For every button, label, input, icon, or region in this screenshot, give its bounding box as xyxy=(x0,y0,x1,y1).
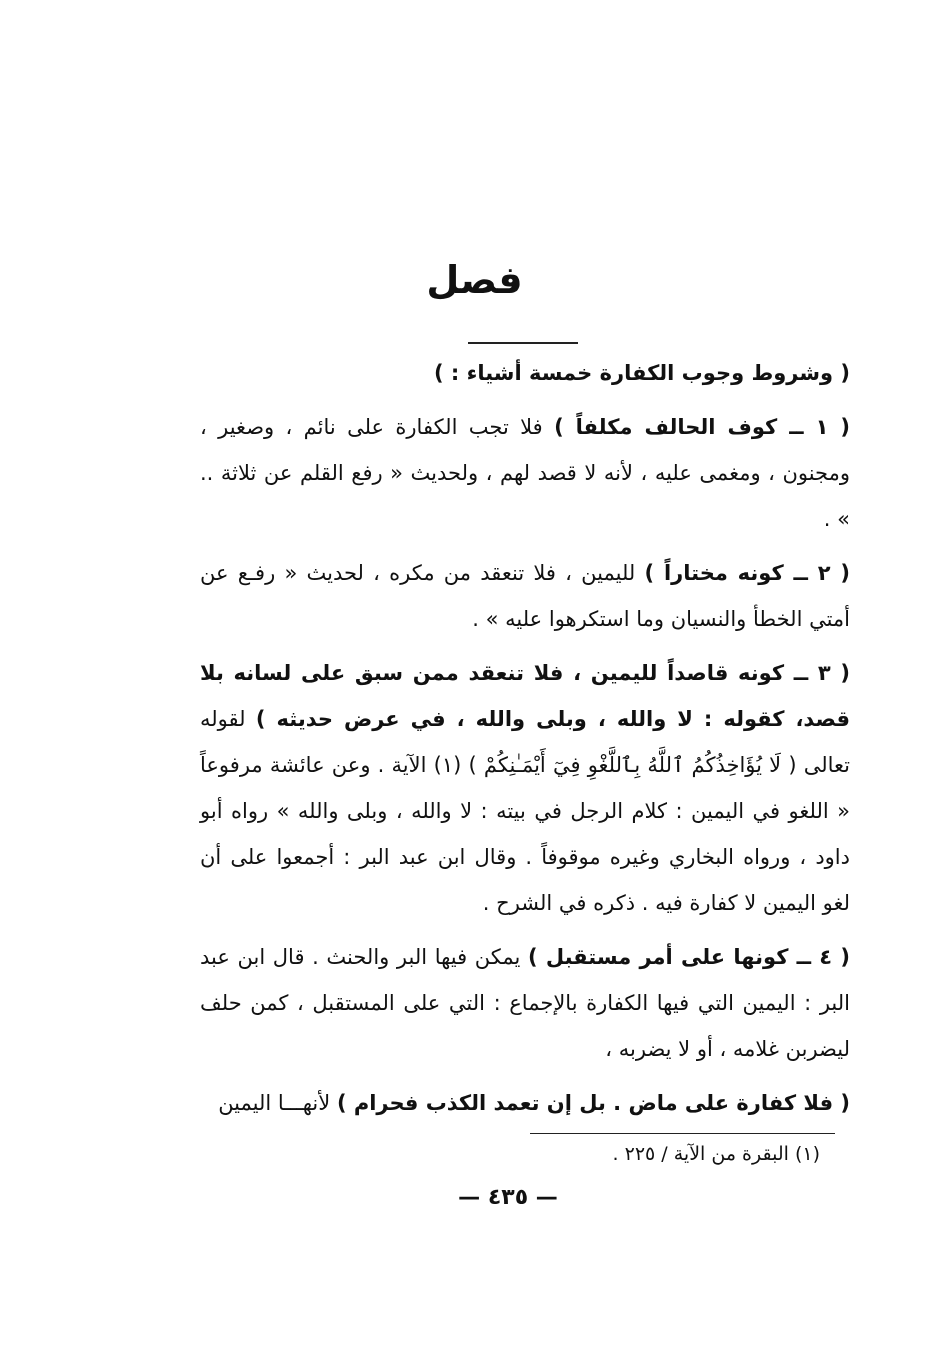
page-number: — ٤٣٥ — xyxy=(458,1185,558,1210)
heading-underline xyxy=(468,342,578,344)
paragraph-bold: ( فلا كفارة على ماض . بل إن تعمد الكذب فحرام ) xyxy=(336,1091,850,1115)
paragraph-condition-3 xyxy=(200,650,850,926)
paragraph-bold: ( وشروط وجوب الكفارة خمسة أشياء : ) xyxy=(433,361,850,385)
body-text xyxy=(200,350,850,1126)
paragraph-text: لليمين ، فلا تنعقد من مكره ، لحديث « رفـع عن أمتي الخطأ والنسيان وما استكرهوا عليه » . xyxy=(200,561,850,631)
paragraph-bold: ( ٣ ــ كونه قاصداً لليمين ، فلا تنعقد ممن سبق على لسانه بلا قصد، كقوله : لا والله ، وبلى والله ، في عرض حديثه ) xyxy=(200,661,850,731)
footnote-divider xyxy=(530,1133,835,1134)
footnote: (١) البقرة من الآية / ٢٢٥ . xyxy=(612,1143,820,1165)
paragraph-past-oath xyxy=(200,1080,850,1126)
paragraph-text: لأنهـــا اليمين xyxy=(218,1091,337,1115)
paragraph-bold: ( ١ ــ كوف الحالف مكلفاً ) xyxy=(554,415,850,439)
paragraph-bold: ( ٤ ــ كونها على أمر مستقبل ) xyxy=(527,945,850,969)
paragraph-bold: ( ٢ ــ كونه مختاراً ) xyxy=(644,561,851,585)
paragraph-intro xyxy=(200,350,850,396)
paragraph-text: لقوله تعالى ( لَا يُؤَاخِذُكُمُ ٱللَّهُ بِٱللَّغْوِ فِيٓ أَيْمَـٰنِكُمْ ) (١) الآية . وعن عائشة مرفوعاً « اللغو في اليمين : كلام الرجل في بيته : لا والله ، وبلى والله » رواه أبو داود ، ورواه البخاري وغيره موقوفاً . وقال ابن عبد البر : أجمعوا على أن لغو اليمين لا كفارة فيه . ذكره في الشرح . xyxy=(200,707,851,915)
paragraph-text: فلا تجب الكفارة على نائم ، وصغير ، ومجنون ، ومغمى عليه ، لأنه لا قصد لهم ، ولحديث « رفع القلم عن ثلاثة .. » . xyxy=(200,415,850,531)
paragraph-text: يمكن فيها البر والحنث . قال ابن عبد البر : اليمين التي فيها الكفارة بالإجماع : التي على المستقبل ، كمن حلف ليضربن غلامه ، أو لا يضربه ، xyxy=(200,945,850,1061)
paragraph-condition-1 xyxy=(200,404,850,542)
section-heading: فصل xyxy=(426,258,523,302)
paragraph-condition-4 xyxy=(200,934,850,1072)
paragraph-condition-2 xyxy=(200,550,850,642)
